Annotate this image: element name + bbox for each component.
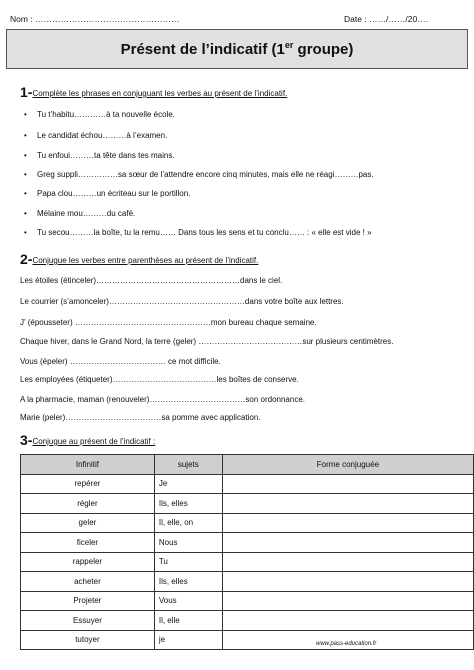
answer-cell[interactable] — [222, 591, 473, 611]
answer-cell[interactable] — [222, 552, 473, 572]
section-number: 1- — [20, 84, 33, 100]
subject-cell: je — [154, 630, 222, 650]
exercise-line: Chaque hiver, dans le Grand Nord, la terre (geler) …………………………………sur plusieurs centimètres. — [20, 337, 394, 346]
exercise-item: • Le candidat échou………à l’examen. — [24, 131, 168, 140]
title-sup: er — [284, 40, 294, 50]
name-field-label: Nom : …………………………………………… — [10, 14, 180, 24]
exercise-item: • Tu enfoui………ta tête dans tes mains. — [24, 151, 175, 160]
answer-cell[interactable] — [222, 494, 473, 514]
subject-cell: Il, elle, on — [154, 513, 222, 533]
section-1-heading — [20, 84, 287, 100]
exercise-item: • Tu t’habitu…………à ta nouvelle école. — [24, 110, 175, 119]
answer-cell[interactable] — [222, 611, 473, 631]
table-row — [21, 533, 474, 553]
infinitive-cell: repérer — [21, 474, 155, 494]
subject-cell: Tu — [154, 552, 222, 572]
section-2-heading — [20, 251, 258, 267]
subject-cell: Je — [154, 474, 222, 494]
conjugation-table — [20, 454, 474, 650]
exercise-line: Vous (épeler) ……………………………… ce mot difficile. — [20, 357, 221, 366]
table-row — [21, 513, 474, 533]
subject-cell: Ils, elles — [154, 572, 222, 592]
exercise-line: A la pharmacie, maman (renouveler)………………………………son ordonnance. — [20, 395, 305, 404]
section-instruction: Conjugue au présent de l’indicatif : — [32, 437, 156, 446]
answer-cell[interactable] — [222, 533, 473, 553]
infinitive-cell: tutoyer — [21, 630, 155, 650]
infinitive-cell: Projeter — [21, 591, 155, 611]
section-3-heading — [20, 432, 155, 448]
table-row — [21, 474, 474, 494]
answer-cell[interactable] — [222, 474, 473, 494]
infinitive-cell: régler — [21, 494, 155, 514]
subject-cell: Vous — [154, 591, 222, 611]
column-header: Forme conjuguée — [222, 455, 473, 475]
page-title — [6, 29, 468, 69]
exercise-item: • Greg suppli……………sa sœur de l’attendre encore cinq minutes, mais elle ne réagi………pas. — [24, 170, 374, 179]
title-end: groupe) — [293, 41, 354, 58]
infinitive-cell: geler — [21, 513, 155, 533]
section-instruction: Complète les phrases en conjuguant les verbes au présent de l’indicatif. — [32, 89, 288, 98]
table-row — [21, 591, 474, 611]
section-instruction: Conjugue les verbes entre parenthèses au présent de l’indicatif. — [32, 256, 259, 265]
title-main: Présent de l’indicatif (1 — [120, 41, 285, 58]
table-row — [21, 611, 474, 631]
table-row — [21, 630, 474, 650]
answer-cell[interactable] — [222, 513, 473, 533]
exercise-line: Marie (peler)………………………………sa pomme avec application. — [20, 413, 261, 422]
exercise-line: Le courrier (s’amonceler)……………………………………………dans votre boîte aux lettres. — [20, 297, 344, 306]
exercise-item: • Tu secou………la boîte, tu la remu…… Dans tous les sens et tu conclu…… : « elle est vide ! » — [24, 228, 372, 237]
table-row — [21, 494, 474, 514]
infinitive-cell: Essuyer — [21, 611, 155, 631]
column-header: sujets — [154, 455, 222, 475]
header — [0, 6, 474, 27]
subject-cell: Nous — [154, 533, 222, 553]
exercise-line: Les étoiles (étinceler)………………………………………………dans le ciel. — [20, 276, 283, 285]
table-row — [21, 572, 474, 592]
table-row — [21, 552, 474, 572]
exercise-line: Les employées (étiqueter)…………………………………les boîtes de conserve. — [20, 375, 299, 384]
infinitive-cell: acheter — [21, 572, 155, 592]
section-number: 2- — [20, 251, 33, 267]
table-header-row — [21, 455, 474, 475]
column-header: Infinitif — [21, 455, 155, 475]
answer-cell[interactable] — [222, 572, 473, 592]
infinitive-cell: ficeler — [21, 533, 155, 553]
exercise-line: J’ (épousseter) ……………………………………………mon bureau chaque semaine. — [20, 318, 317, 327]
footer-site: www.pass-education.fr — [316, 641, 377, 647]
subject-cell: Il, elle — [154, 611, 222, 631]
section-number: 3- — [20, 432, 33, 448]
date-field-label: Date : ……/……/20…. — [344, 14, 429, 24]
subject-cell: Ils, elles — [154, 494, 222, 514]
infinitive-cell: rappeler — [21, 552, 155, 572]
exercise-item: • Mélaine mou………du café. — [24, 209, 136, 218]
exercise-item: • Papa clou………un écriteau sur le portillon. — [24, 189, 191, 198]
